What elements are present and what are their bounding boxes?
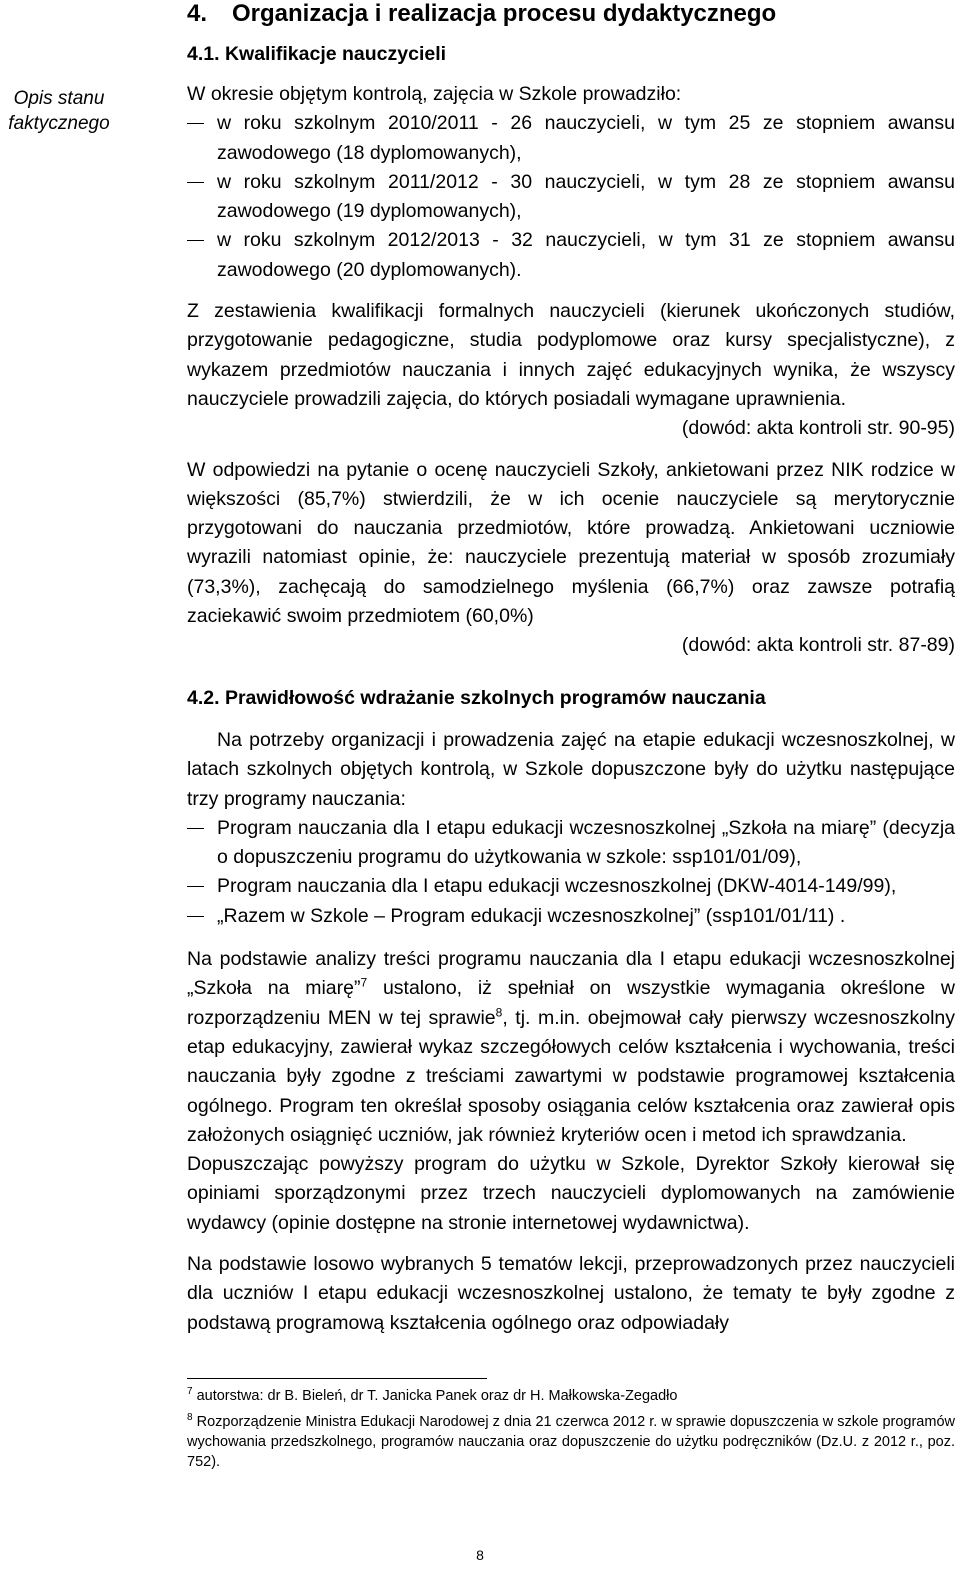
page-number: 8: [476, 1547, 484, 1563]
dash-bullet: [187, 916, 204, 917]
programs-intro-paragraph: Na potrzeby organizacji i prowadzenia zajęć na etapie edukacji wczesnoszkolnej, w latach szkolnych objętych kontrolą, w Szkole dopuszczone były do użytku następujące trzy programy nauczania:: [187, 729, 955, 810]
subsection-qualifications: [187, 40, 955, 661]
list-item: Program nauczania dla I etapu edukacji wczesnoszkolnej (DKW-4014-149/99),: [187, 872, 955, 901]
dash-bullet: [187, 240, 204, 241]
footnote-mark: 7: [187, 1386, 193, 1398]
footnote: $^8$ Rozporządzenie Ministra Edukacji Narodowej z dnia 21 czerwca 2012 r. w sprawie dopuszczenia w szkole programów wychowania przedszkolnego, programów nauczania oraz dopuszczenie do użytku podręczników (Dz.U. z 2012 r., poz. 752).: [187, 1412, 955, 1470]
evidence-reference: (dowód: akta kontroli str. 90-95): [681, 417, 955, 440]
footnote-separator: [187, 1378, 487, 1379]
program-analysis-paragraph: Na podstawie analizy treści programu nauczania dla I etapu edukacji wczesnoszkolnej „Szkoła na miarę”$^7$ ustalono, iż spełniał on wszystkie wymagania określone w rozporządzeniu MEN w tej sprawie$^8$, tj. m.in. obejmował cały pierwszy wczesnoszkolny etap edukacyjny, zawierał wykaz szczegółowych celów kształcenia i wychowania, treści nauczania były zgodne z treściami zawartymi w podstawie programowej kształcenia ogólnego. Program ten określał sposoby osiągania celów kształcenia oraz zawierał opis założonych osiągnięć uczniów, jak również kryteriów ocen i metod ich sprawdzania.: [187, 948, 956, 1146]
footnote-mark: 8: [187, 1412, 193, 1424]
section-number: 4.: [187, 0, 208, 27]
dash-bullet: [187, 828, 204, 829]
subsection-heading: 4.2. Prawidłowość wdrażanie szkolnych programów nauczania: [187, 687, 766, 709]
section-title: Organizacja i realizacja procesu dydaktycznego: [232, 0, 777, 27]
programs-list: [187, 814, 955, 931]
footnote-ref: 8: [495, 1005, 503, 1020]
teacher-count-list: [187, 109, 955, 285]
list-item: w roku szkolnym 2010/2011 - 26 nauczycieli, w tym 25 ze stopniem awansu zawodowego (18 dyplomowanych),: [187, 109, 955, 168]
approval-paragraph: Dopuszczając powyższy program do użytku w Szkole, Dyrektor Szkoły kierował się opiniami sporządzonymi przez trzech nauczycieli dyplomowanych na zamówienie wydawcy (opinie dostępne na stronie internetowej wydawnictwa).: [187, 1153, 955, 1234]
list-item: w roku szkolnym 2011/2012 - 30 nauczycieli, w tym 28 ze stopniem awansu zawodowego (19 dyplomowanych),: [187, 168, 955, 227]
qualifications-paragraph: Z zestawienia kwalifikacji formalnych nauczycieli (kierunek ukończonych studiów, przygotowanie pedagogiczne, studia podyplomowe oraz kursy specjalistyczne), z wykazem przedmiotów nauczania i innych zajęć edukacyjnych wynika, że wszyscy nauczyciele prowadzili zajęcia, do których posiadali wymagane uprawnienia.: [187, 300, 955, 410]
evidence-reference: (dowód: akta kontroli str. 87-89): [681, 634, 955, 657]
subsection-programs: [187, 684, 955, 1338]
footnotes: [187, 1386, 955, 1472]
list-item: Program nauczania dla I etapu edukacji wczesnoszkolnej „Szkoła na miarę” (decyzja o dopuszczeniu programu do użytkowania w szkole: ssp101/01/09),: [187, 814, 955, 873]
footnote: $^7$ autorstwa: dr B. Bieleń, dr T. Janicka Panek oraz dr H. Małkowska-Zegadło: [187, 1386, 678, 1404]
list-item: w roku szkolnym 2012/2013 - 32 nauczycieli, w tym 31 ze stopniem awansu zawodowego (20 dyplomowanych).: [187, 226, 955, 285]
section-heading: [187, 0, 776, 28]
side-label: Opis stanu faktycznego: [8, 88, 110, 134]
lessons-paragraph: Na podstawie losowo wybranych 5 tematów lekcji, przeprowadzonych przez nauczycieli dla uczniów I etapu edukacji wczesnoszkolnej ustalono, że tematy te były zgodne z podstawą programową kształcenia ogólnego oraz odpowiadały: [187, 1253, 955, 1334]
dash-bullet: [187, 123, 204, 124]
subsection-heading: 4.1. Kwalifikacje nauczycieli: [187, 43, 447, 65]
list-item: „Razem w Szkole – Program edukacji wczesnoszkolnej” (ssp101/01/11) .: [187, 902, 955, 931]
dash-bullet: [187, 182, 204, 183]
intro-paragraph: W okresie objętym kontrolą, zajęcia w Szkole prowadziło:: [187, 83, 682, 105]
survey-paragraph: W odpowiedzi na pytanie o ocenę nauczycieli Szkoły, ankietowani przez NIK rodzice w większości (85,7%) stwierdzili, że w ich ocenie nauczyciele są merytorycznie przygotowani do nauczania przedmiotów, które prowadzą. Ankietowani uczniowie wyrazili natomiast opinie, że: nauczyciele prezentują materiał w sposób zrozumiały (73,3%), zachęcają do samodzielnego myślenia (66,7%) oraz zawsze potrafią zaciekawić swoim przedmiotem (60,0%): [187, 458, 955, 628]
dash-bullet: [187, 886, 204, 887]
footnote-ref: 7: [360, 975, 368, 990]
